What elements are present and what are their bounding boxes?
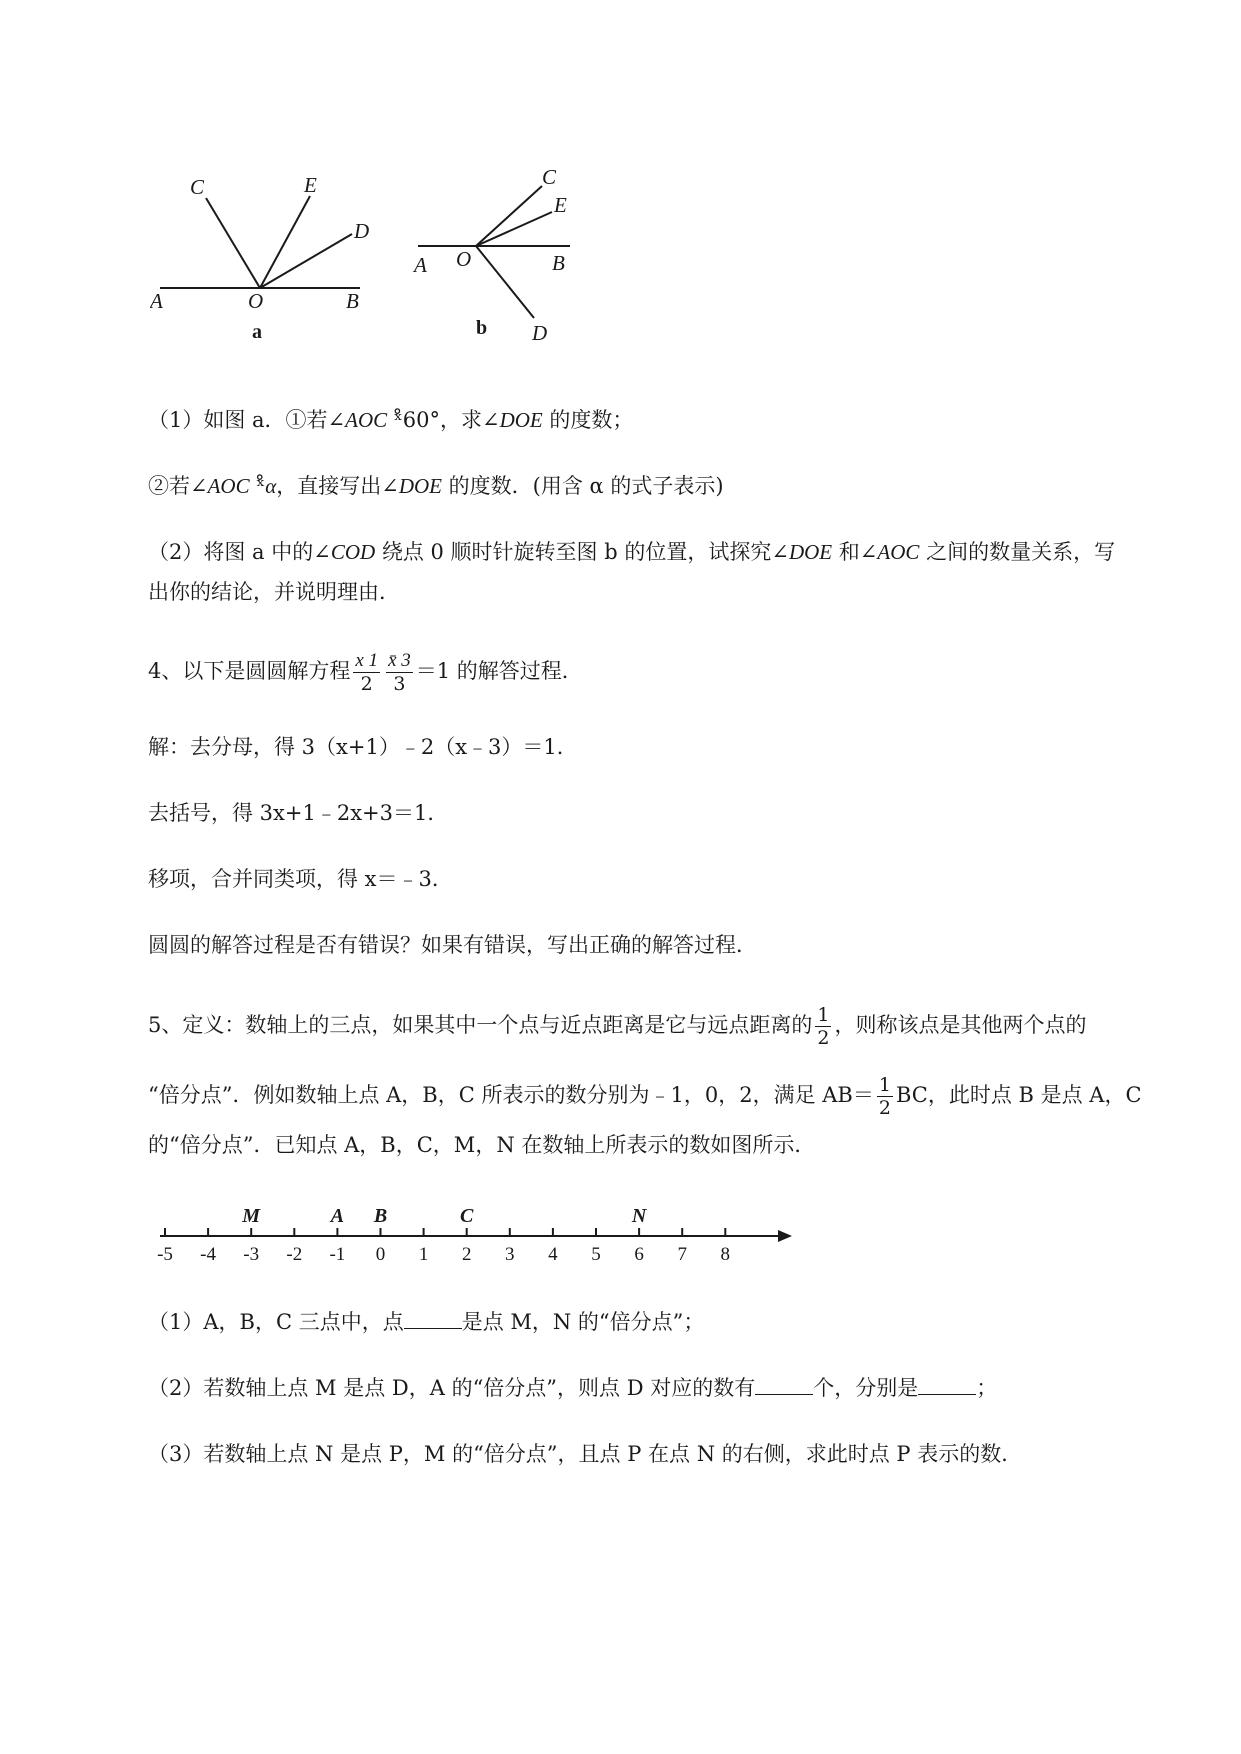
q5-l1-post: ，则称该点是其他两个点的	[834, 1013, 1087, 1037]
q5-half2-den: 2	[878, 1097, 891, 1119]
number-line-tick-label: 2	[461, 1244, 472, 1265]
q4-frac2-num: x̄ 3	[388, 650, 411, 671]
q4-step2: 去括号，得 3x+1﹣2x+3＝1．	[148, 801, 449, 825]
q5-l1-pre: 5、定义：数轴上的三点，如果其中一个点与近点距离是它与远点距离的	[148, 1013, 813, 1037]
figure-a-label-c: C	[190, 175, 205, 199]
number-line-tick-label: -5	[157, 1244, 173, 1265]
q5-half1-num: 1	[817, 1004, 830, 1026]
figure-b-caption: b	[476, 317, 488, 339]
figure-a-label-d: D	[354, 219, 370, 243]
q3-p2-mid: ˣ̊	[249, 474, 266, 498]
q3-p1-pre: （1）如图 a．①若∠	[148, 408, 346, 432]
q4-frac1-num: x 1	[355, 650, 379, 671]
q5-sub2-post: ；	[976, 1376, 998, 1400]
q3-p2-mid2: ，直接写出∠	[276, 474, 399, 498]
number-line-tick-label: 8	[720, 1244, 731, 1265]
number-line-tick-label: 7	[677, 1244, 687, 1265]
q3-p2-post: 的度数．(用含 α 的式子表示)	[442, 474, 724, 498]
number-line-tick-label: 3	[505, 1244, 515, 1265]
figure-a-label-a: A	[150, 289, 163, 313]
q3-part2-line	[148, 471, 724, 501]
q4-intro-post: ＝1 的解答过程．	[415, 659, 583, 683]
q5-line1	[148, 1004, 1086, 1049]
figure-b-label-e: E	[554, 193, 567, 217]
figure-b-label-o: O	[456, 247, 472, 271]
q5-line2	[148, 1074, 1142, 1119]
figure-a-label-o: O	[248, 289, 264, 313]
q5-sub2-mid: 个，分别是	[813, 1376, 919, 1400]
figure-a	[160, 196, 360, 288]
angle-figures	[150, 150, 670, 360]
q3-p3-cod: COD	[330, 540, 376, 564]
q5-sub2-blank-values[interactable]	[918, 1374, 976, 1395]
q4-frac1-den: 2	[360, 673, 373, 695]
figure-b-label-a: A	[414, 253, 427, 277]
q4-question: 圆圆的解答过程是否有错误？如果有错误，写出正确的解答过程．	[148, 933, 757, 957]
q3-p2-alpha: α	[265, 474, 277, 498]
q5-l2-post: BC，此时点 B 是点 A，C	[895, 1083, 1142, 1107]
number-line-tick-label: 1	[418, 1244, 429, 1265]
figure-a-caption: a	[252, 321, 262, 343]
number-line-tick-label: 5	[591, 1244, 601, 1265]
q5-line3: 的“倍分点”．已知点 A，B，C，M，N 在数轴上所表示的数如图所示．	[148, 1133, 816, 1157]
q5-sub3: （3）若数轴上点 N 是点 P，M 的“倍分点”，且点 P 在点 N 的右侧，求此时点 P 表示的数．	[148, 1442, 1023, 1466]
number-line-point-b: B	[373, 1205, 388, 1227]
number-line-tick-label: -1	[329, 1244, 346, 1265]
q3-part3-line1	[148, 537, 1115, 567]
q4-frac2-den: 3	[393, 673, 406, 695]
number-line-tick-label: -2	[286, 1244, 303, 1265]
number-line-point-n: N	[631, 1205, 647, 1227]
q3-part1-line	[148, 405, 633, 435]
figure-b-label-c: C	[542, 165, 557, 189]
q3-p2-doe: DOE	[398, 474, 442, 498]
number-line-point-m: M	[242, 1205, 261, 1227]
number-line-tick-label: 4	[548, 1244, 558, 1265]
q3-p1-doe: DOE	[499, 408, 543, 432]
q5-sub2-blank-count[interactable]	[755, 1374, 813, 1395]
q4-intro	[148, 650, 583, 695]
q3-p1-aoc: AOC	[345, 408, 388, 432]
figure-b-ray-oe	[476, 212, 552, 246]
number-line-tick-label: 6	[634, 1244, 644, 1265]
q3-p3-c: 和∠	[832, 540, 878, 564]
number-line-tick-label: -4	[200, 1244, 217, 1265]
q5-half-fraction-1	[815, 1004, 831, 1049]
number-line-tick-label: 0	[375, 1244, 386, 1265]
q5-sub2	[148, 1373, 997, 1403]
number-line-point-a: A	[330, 1205, 345, 1227]
figure-b-label-b: B	[552, 251, 565, 275]
q5-sub1-blank[interactable]	[404, 1308, 462, 1329]
figure-b	[418, 186, 570, 318]
q5-sub1	[148, 1307, 704, 1337]
q5-sub1-post: 是点 M，N 的“倍分点”；	[461, 1310, 705, 1334]
q5-half2-num: 1	[878, 1074, 891, 1096]
q3-p3-b: 绕点 0 顺时针旋转至图 b 的位置，试探究∠	[375, 540, 789, 564]
q5-half-fraction-2	[877, 1074, 893, 1119]
q4-step1: 解：去分母，得 3（x+1）﹣2（x﹣3）＝1．	[148, 735, 578, 759]
figure-b-ray-oc	[476, 186, 542, 246]
number-line-arrow	[778, 1230, 792, 1242]
figure-a-label-e: E	[304, 173, 317, 197]
q4-fraction-1	[353, 650, 380, 695]
number-line	[140, 1190, 820, 1280]
q5-half1-den: 2	[817, 1027, 830, 1049]
number-line-point-c: C	[460, 1205, 474, 1227]
q3-part3-line2: 出你的结论，并说明理由．	[148, 580, 400, 604]
q4-intro-pre: 4、以下是圆圆解方程	[148, 659, 351, 683]
q5-l2-pre: “倍分点”．例如数轴上点 A，B，C 所表示的数分别为﹣1，0，2，满足 AB＝	[148, 1083, 874, 1107]
q3-p3-doe: DOE	[788, 540, 833, 564]
q5-sub1-pre: （1）A，B，C 三点中，点	[148, 1310, 404, 1334]
q3-p3-a: （2）将图 a 中的∠	[148, 540, 331, 564]
figure-a-ray-oc	[206, 198, 260, 288]
q4-step3: 移项，合并同类项，得 x＝﹣3．	[148, 867, 453, 891]
q4-fraction-2	[386, 650, 413, 695]
q3-p1-post: 的度数；	[542, 408, 634, 432]
q3-p2-aoc: AOC	[207, 474, 250, 498]
number-line-tick-label: -3	[243, 1244, 260, 1265]
q3-p3-aoc: AOC	[877, 540, 920, 564]
figure-b-ray-od	[476, 246, 534, 318]
figure-a-label-b: B	[346, 289, 359, 313]
q3-p3-d: 之间的数量关系，写	[919, 540, 1116, 564]
q5-sub2-pre: （2）若数轴上点 M 是点 D，A 的“倍分点”，则点 D 对应的数有	[148, 1376, 756, 1400]
figure-b-label-d: D	[532, 321, 548, 345]
q3-p1-mid: ˣ̊60°，求∠	[387, 408, 500, 432]
q3-p2-pre: ②若∠	[148, 474, 208, 498]
